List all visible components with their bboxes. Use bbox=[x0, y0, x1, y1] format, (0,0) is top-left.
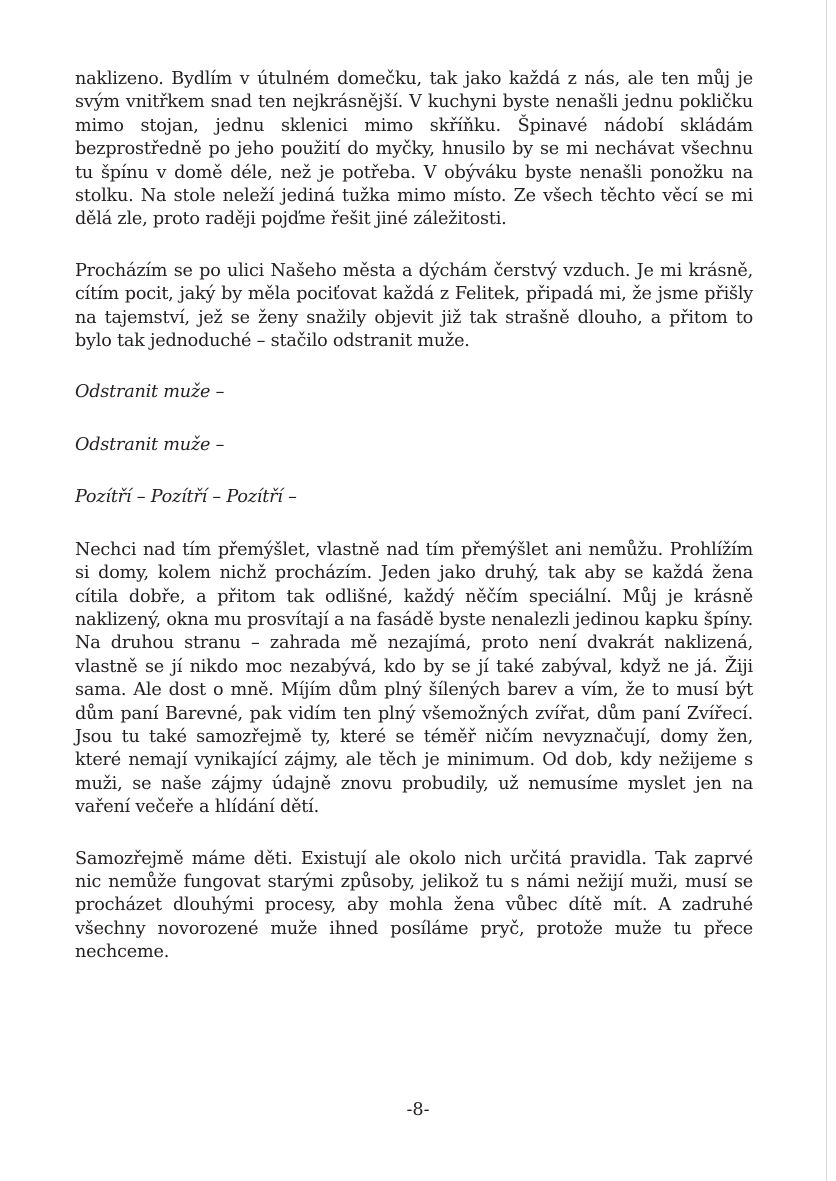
italic-line-3: Pozítří – Pozítří – Pozítří – bbox=[75, 487, 297, 508]
page-edge-divider bbox=[826, 0, 827, 1181]
italic-line-2: Odstranit muže – bbox=[75, 434, 225, 455]
italic-line-1: Odstranit muže – bbox=[75, 382, 225, 403]
page-number: -8- bbox=[406, 1100, 430, 1120]
page-body bbox=[75, 68, 753, 993]
paragraph-4: Samozřejmě máme děti. Existují ale okolo nich určitá pravidla. Tak zaprvé nic nemůže fungovat starými způsoby, jelikož tu s námi nežijí muži, musí se procházet dlouhými procesy, aby mohla žena vůbec dítě mít. A zadruhé všechny novorozené muže ihned posíláme pryč, protože muže tu přece nechceme. bbox=[75, 848, 753, 963]
paragraph-2: Procházím se po ulici Našeho města a dýchám čerstvý vzduch. Je mi krásně, cítím pocit, jaký by měla pociťovat každá z Felitek, připadá mi, že jsme přišly na tajemství, jež se ženy snažily objevit již tak strašně dlouho, a přitom to bylo tak jednoduché – stačilo odstranit muže. bbox=[75, 260, 753, 352]
paragraph-1: naklizeno. Bydlím v útulném domečku, tak jako každá z nás, ale ten můj je svým vnitřkem snad ten nejkrásnější. V kuchyni byste nenašli jednu pokličku mimo stojan, jednu sklenici mimo skříňku. Špinavé nádobí skládám bezprostředně po jeho použití do myčky, hnusilo by se mi nechávat všechnu tu špínu v domě déle, než je potřeba. V obýváku byste nenašli ponožku na stolku. Na stole neleží jediná tužka mimo místo. Ze všech těchto věcí se mi dělá zle, proto raději pojďme řešit jiné záležitosti. bbox=[75, 69, 753, 230]
paragraph-3: Nechci nad tím přemýšlet, vlastně nad tím přemýšlet ani nemůžu. Prohlížím si domy, kolem nichž procházím. Jeden jako druhý, tak aby se každá žena cítila dobře, a přitom tak odlišné, každý něčím speciální. Můj je krásně naklizený, okna mu prosvítají a na fasádě byste nenalezli jedinou kapku špíny. Na druhou stranu – zahrada mě nezajímá, proto není dvakrát naklizená, vlastně se jí nikdo moc nezabývá, kdo by se jí také zabýval, když ne já. Žiji sama. Ale dost o mně. Míjím dům plný šílených barev a vím, že to musí být dům paní Barevné, pak vidím ten plný všemožných zvířat, dům paní Zvířecí. Jsou tu také samozřejmě ty, které se téměř ničím nevyznačují, domy žen, které nemají vynikající zájmy, ale těch je minimum. Od dob, kdy nežijeme s muži, se naše zájmy údajně znovu probudily, už nemusíme myslet jen na vaření večeře a hlídání dětí. bbox=[75, 539, 753, 818]
